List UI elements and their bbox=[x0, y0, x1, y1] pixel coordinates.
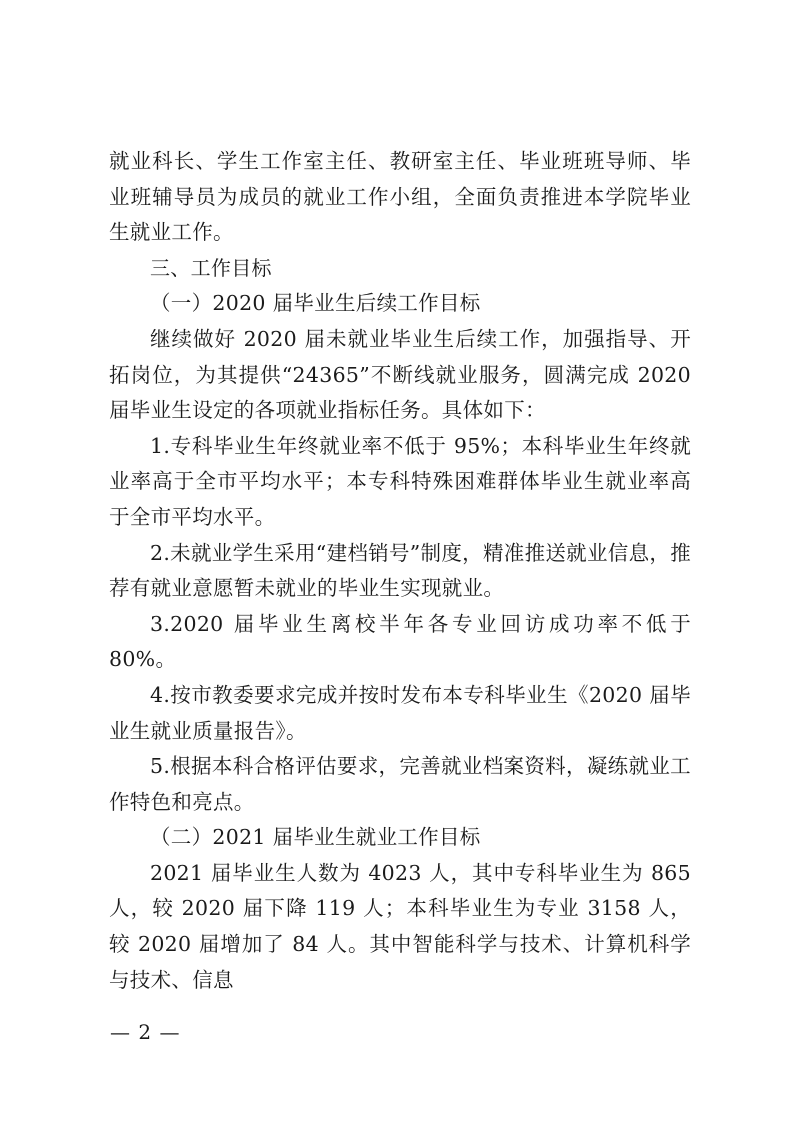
list-item-2: 2.未就业学生采用“建档销号”制度，精准推送就业信息，推荐有就业意愿暂未就业的毕业生实现就业。 bbox=[109, 540, 691, 601]
list-item-4: 4.按市教委要求完成并按时发布本专科毕业生《2020 届毕业生就业质量报告》。 bbox=[109, 682, 691, 743]
subheading-2020-goals: （一）2020 届毕业生后续工作目标 bbox=[150, 291, 481, 316]
page-number: — 2 — bbox=[110, 1020, 181, 1044]
paragraph-2021-intro: 2021 届毕业生人数为 4023 人，其中专科毕业生为 865 人，较 2020 届下降 119 人；本科毕业生为专业 3158 人，较 2020 届增加了 84 人。其中智能科学与技术、计算机科学与技术、信息 bbox=[109, 860, 691, 992]
list-item-5: 5.根据本科合格评估要求，完善就业档案资料，凝练就业工作特色和亮点。 bbox=[109, 754, 691, 814]
section-heading-work-goals: 三、工作目标 bbox=[150, 255, 272, 280]
paragraph-2020-intro: 继续做好 2020 届未就业毕业生后续工作，加强指导、开拓岗位，为其提供“24365”不断线就业服务，圆满完成 2020 届毕业生设定的各项就业指标任务。具体如下： bbox=[109, 326, 691, 423]
document-body bbox=[109, 144, 691, 998]
subheading-2021-goals: （二）2021 届毕业生就业工作目标 bbox=[150, 825, 481, 850]
list-item-3: 3.2020 届毕业生离校半年各专业回访成功率不低于 80%。 bbox=[109, 611, 691, 672]
paragraph-continuation: 就业科长、学生工作室主任、教研室主任、毕业班班导师、毕业班辅导员为成员的就业工作小组，全面负责推进本学院毕业生就业工作。 bbox=[109, 149, 691, 245]
list-item-1: 1.专科毕业生年终就业率不低于 95%；本科毕业生年终就业率高于全市平均水平；本专科特殊困难群体毕业生就业率高于全市平均水平。 bbox=[109, 433, 691, 529]
